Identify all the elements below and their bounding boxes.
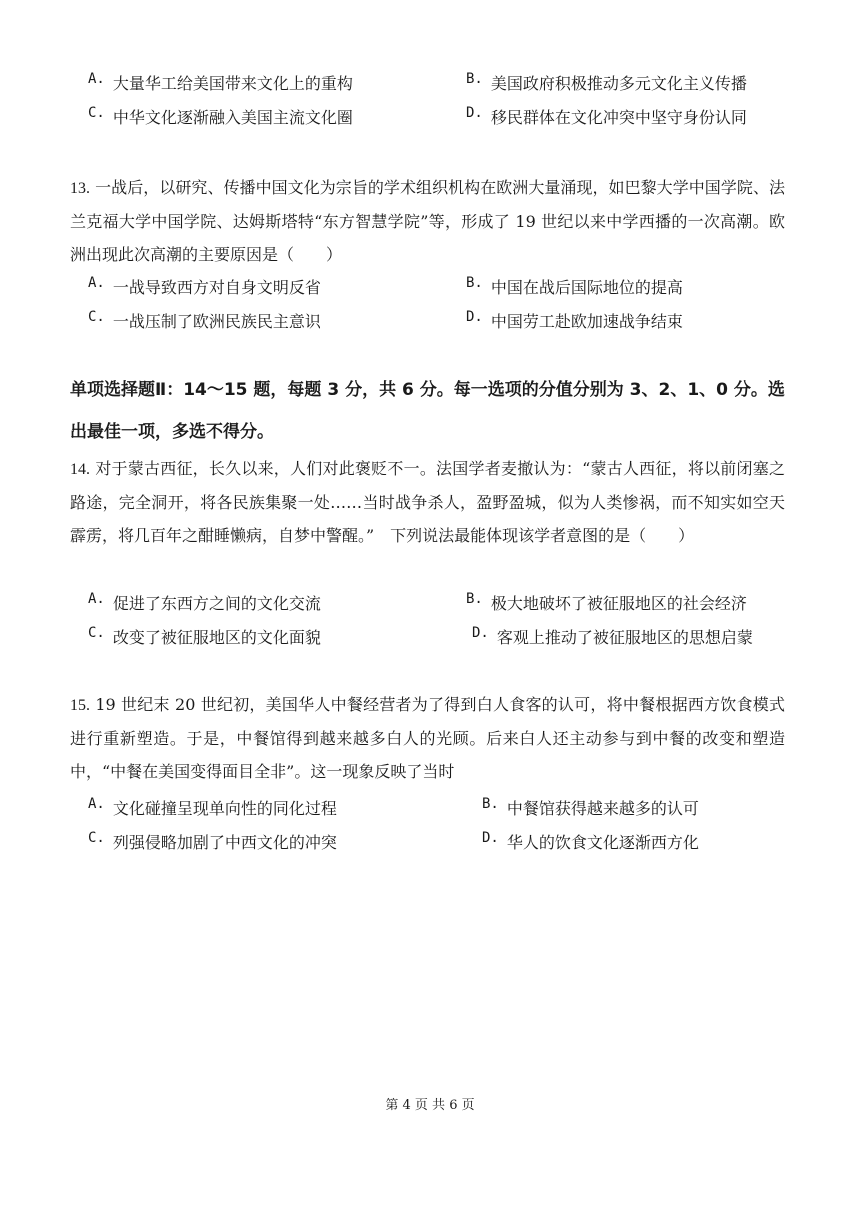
option-text: 极大地破坏了被征服地区的社会经济: [490, 593, 747, 613]
option-letter: C.: [88, 624, 105, 641]
option-letter: A.: [88, 590, 105, 607]
section-heading: 单项选择题Ⅱ：14～15 题，每题 3 分，共 6 分。每一选项的分值分别为 3、2、1、0 分。选出最佳一项，多选不得分。: [70, 380, 785, 442]
option-text: 一战导致西方对自身文明反省: [112, 277, 321, 297]
option-text: 中国在战后国际地位的提高: [490, 277, 683, 297]
q13-option-c[interactable]: [88, 309, 466, 332]
option-text: 中国劳工赴欧加速战争结束: [490, 311, 683, 331]
question-text: 对于蒙古西征，长久以来，人们对此褒贬不一。法国学者麦撤认为：“蒙古人西征，将以前闭塞之路途，完全洞开，将各民族集聚一处……当时战争杀人，盈野盈城，似为人类惨祸，而不知实如空天霹雳，将几百年之酣睡懒病，自梦中警醒。” 下列说法最能体现该学者意图的是（ ）: [70, 459, 785, 545]
q15-options: [88, 790, 788, 858]
q15-option-row-2: [88, 824, 788, 858]
option-text: 移民群体在文化冲突中坚守身份认同: [490, 107, 747, 127]
option-text: 列强侵略加剧了中西文化的冲突: [112, 832, 337, 852]
q12-option-c[interactable]: [88, 105, 466, 128]
q13-stem: [70, 171, 785, 271]
option-letter: B.: [466, 590, 483, 607]
option-letter: D.: [466, 308, 483, 325]
q13-option-d[interactable]: [466, 309, 683, 332]
q14-option-d[interactable]: [472, 625, 753, 648]
q15-option-d[interactable]: [482, 830, 699, 853]
option-letter: C.: [88, 829, 105, 846]
q12-option-row-2: [88, 99, 788, 133]
option-letter: D.: [482, 829, 499, 846]
option-letter: A.: [88, 274, 105, 291]
option-letter: D.: [466, 104, 483, 121]
q15-option-row-1: [88, 790, 788, 824]
q14-option-row-1: [88, 585, 788, 619]
option-letter: B.: [466, 274, 483, 291]
q13-option-a[interactable]: [88, 275, 466, 298]
option-letter: C.: [88, 308, 105, 325]
option-text: 华人的饮食文化逐渐西方化: [506, 832, 699, 852]
q13-option-row-1: [88, 269, 788, 303]
q14-option-a[interactable]: [88, 591, 466, 614]
option-text: 改变了被征服地区的文化面貌: [112, 627, 321, 647]
option-text: 中餐馆获得越来越多的认可: [506, 798, 699, 818]
q15-option-b[interactable]: [482, 796, 699, 819]
q14-option-b[interactable]: [466, 591, 747, 614]
q12-option-row-1: [88, 65, 788, 99]
option-letter: B.: [466, 70, 483, 87]
page-footer: 第 4 页 共 6 页: [385, 1098, 475, 1113]
question-number: 15.: [70, 697, 90, 714]
question-text: 一战后，以研究、传播中国文化为宗旨的学术组织机构在欧洲大量涌现，如巴黎大学中国学院、法兰克福大学中国学院、达姆斯塔特“东方智慧学院”等，形成了 19 世纪以来中学西播的一次高潮。欧洲出现此次高潮的主要原因是（ ）: [70, 178, 785, 264]
option-text: 文化碰撞呈现单向性的同化过程: [112, 798, 337, 818]
q12-option-b[interactable]: [466, 71, 747, 94]
option-letter: C.: [88, 104, 105, 121]
q14-stem: [70, 452, 785, 552]
option-letter: D.: [472, 624, 489, 641]
q15-option-a[interactable]: [88, 796, 482, 819]
option-text: 美国政府积极推动多元文化主义传播: [490, 73, 747, 93]
q12-option-d[interactable]: [466, 105, 747, 128]
option-text: 促进了东西方之间的文化交流: [112, 593, 321, 613]
question-text: 19 世纪末 20 世纪初，美国华人中餐经营者为了得到白人食客的认可，将中餐根据西方饮食模式进行重新塑造。于是，中餐馆得到越来越多白人的光顾。后来白人还主动参与到中餐的改变和塑造中，“中餐在美国变得面目全非”。这一现象反映了当时: [70, 695, 785, 781]
question-number: 14.: [70, 461, 90, 478]
q15-option-c[interactable]: [88, 830, 482, 853]
q12-options: [88, 65, 788, 133]
option-text: 一战压制了欧洲民族民主意识: [112, 311, 321, 331]
option-text: 大量华工给美国带来文化上的重构: [112, 73, 353, 93]
option-text: 中华文化逐渐融入美国主流文化圈: [112, 107, 353, 127]
q14-options: [88, 585, 788, 653]
q15-stem: [70, 688, 785, 788]
q13-option-b[interactable]: [466, 275, 683, 298]
q14-option-row-2: [88, 619, 788, 653]
option-letter: A.: [88, 795, 105, 812]
question-number: 13.: [70, 180, 90, 197]
q13-options: [88, 269, 788, 337]
option-letter: B.: [482, 795, 499, 812]
q13-option-row-2: [88, 303, 788, 337]
q14-option-c[interactable]: [88, 625, 472, 648]
q12-option-a[interactable]: [88, 71, 466, 94]
option-letter: A.: [88, 70, 105, 87]
option-text: 客观上推动了被征服地区的思想启蒙: [496, 627, 753, 647]
